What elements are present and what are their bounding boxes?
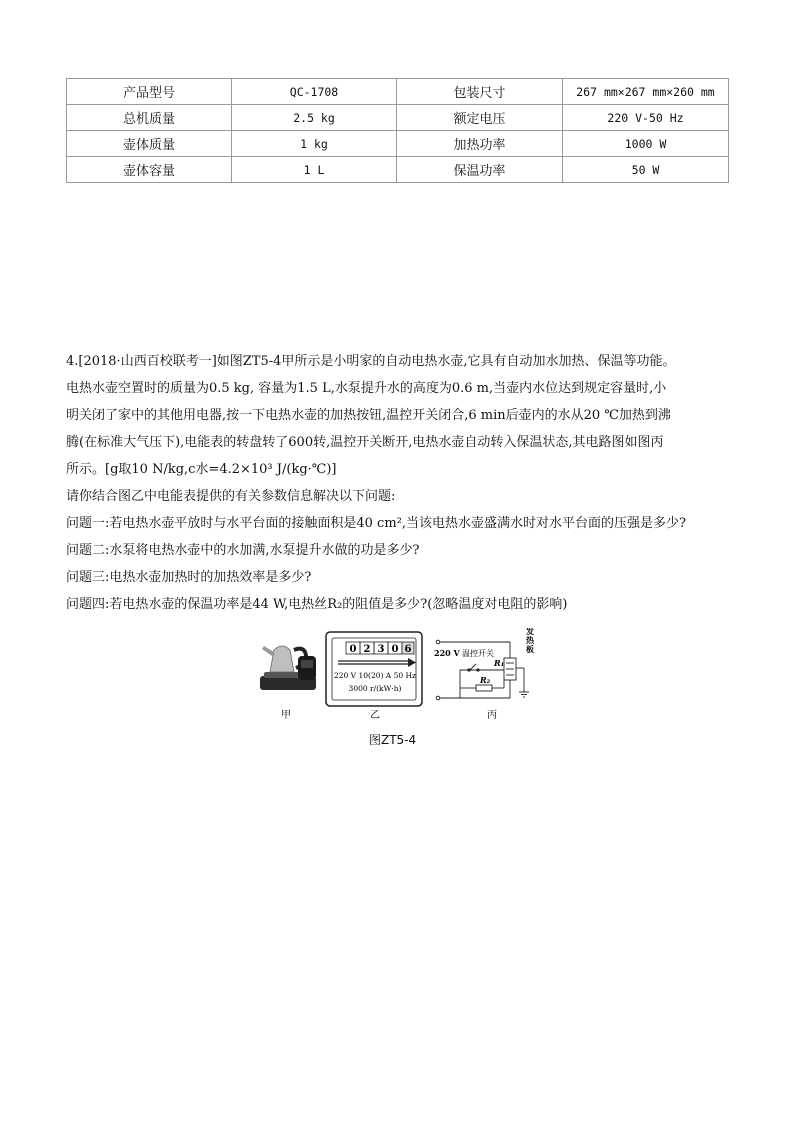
circuit-r1-label: R₁	[494, 658, 505, 668]
meter-digit: 3	[377, 644, 385, 655]
kettle-image	[260, 646, 316, 690]
energy-meter	[326, 632, 422, 706]
circuit-plate-label: 板	[526, 645, 534, 654]
table-row	[67, 157, 729, 183]
meter-digit: 0	[391, 644, 399, 655]
meter-digit: 0	[349, 644, 357, 655]
table-cell: 1 kg	[232, 131, 397, 157]
circuit-plate-label: 发	[526, 628, 534, 636]
table-cell: 包装尺寸	[397, 79, 563, 105]
spec-table	[66, 78, 729, 183]
table-row	[67, 79, 729, 105]
table-cell: 1000 W	[563, 131, 729, 157]
circuit-r2-label: R₂	[480, 675, 491, 685]
table-row	[67, 105, 729, 131]
question-2: 问题二:水泵将电热水壶中的水加满,水泵提升水做的功是多少?	[66, 543, 420, 558]
label-yi: 乙	[370, 710, 380, 721]
problem-line: 明关闭了家中的其他用电器,按一下电热水壶的加热按钮,温控开关闭合,6 min后壶内的水从20 ℃加热到沸	[66, 408, 671, 423]
meter-constant: 3000 r/(kW·h)	[348, 684, 402, 693]
circuit-plate-label: 热	[526, 636, 534, 645]
question-1: 问题一:若电热水壶平放时与水平台面的接触面积是40 cm²,当该电热水壶盛满水时对水平台面的压强是多少?	[66, 516, 686, 531]
meter-digit: 6	[404, 644, 412, 655]
meter-digit: 2	[363, 644, 371, 655]
figure-zt5-4	[248, 628, 548, 748]
problem-line: 腾(在标准大气压下),电能表的转盘转了600转,温控开关断开,电热水壶自动转入保温状态,其电路图如图丙	[66, 435, 664, 450]
figure-caption: 图ZT5-4	[369, 733, 417, 747]
table-row	[67, 131, 729, 157]
table-cell: 额定电压	[397, 105, 563, 131]
circuit-switch-label: 温控开关	[462, 649, 494, 658]
table-cell: 50 W	[563, 157, 729, 183]
table-cell: 267 mm×267 mm×260 mm	[563, 79, 729, 105]
table-cell: 2.5 kg	[232, 105, 397, 131]
problem-text	[66, 348, 736, 618]
table-cell: 产品型号	[67, 79, 232, 105]
table-cell: 加热功率	[397, 131, 563, 157]
problem-line: 电热水壶空置时的质量为0.5 kg, 容量为1.5 L,水泵提升水的高度为0.6 m,当壶内水位达到规定容量时,小	[66, 381, 667, 396]
table-cell: 220 V-50 Hz	[563, 105, 729, 131]
label-bing: 丙	[487, 710, 497, 721]
table-cell: QC-1708	[232, 79, 397, 105]
question-3: 问题三:电热水壶加热时的加热效率是多少?	[66, 570, 312, 585]
problem-line: 请你结合图乙中电能表提供的有关参数信息解决以下问题:	[66, 489, 396, 504]
table-cell: 壶体质量	[67, 131, 232, 157]
problem-line: 所示。[g取10 N/kg,c水=4.2×10³ J/(kg·℃)]	[66, 462, 337, 477]
question-4: 问题四:若电热水壶的保温功率是44 W,电热丝R₂的阻值是多少?(忽略温度对电阻的影响)	[66, 597, 568, 612]
table-cell: 总机质量	[67, 105, 232, 131]
table-cell: 1 L	[232, 157, 397, 183]
label-jia: 甲	[281, 710, 291, 721]
meter-rating: 220 V 10(20) A 50 Hz	[333, 671, 417, 680]
problem-line: 4.[2018·山西百校联考一]如图ZT5-4甲所示是小明家的自动电热水壶,它具有自动加水加热、保温等功能。	[66, 354, 676, 369]
circuit-voltage: 220 V	[434, 648, 460, 658]
table-cell: 保温功率	[397, 157, 563, 183]
table-cell: 壶体容量	[67, 157, 232, 183]
